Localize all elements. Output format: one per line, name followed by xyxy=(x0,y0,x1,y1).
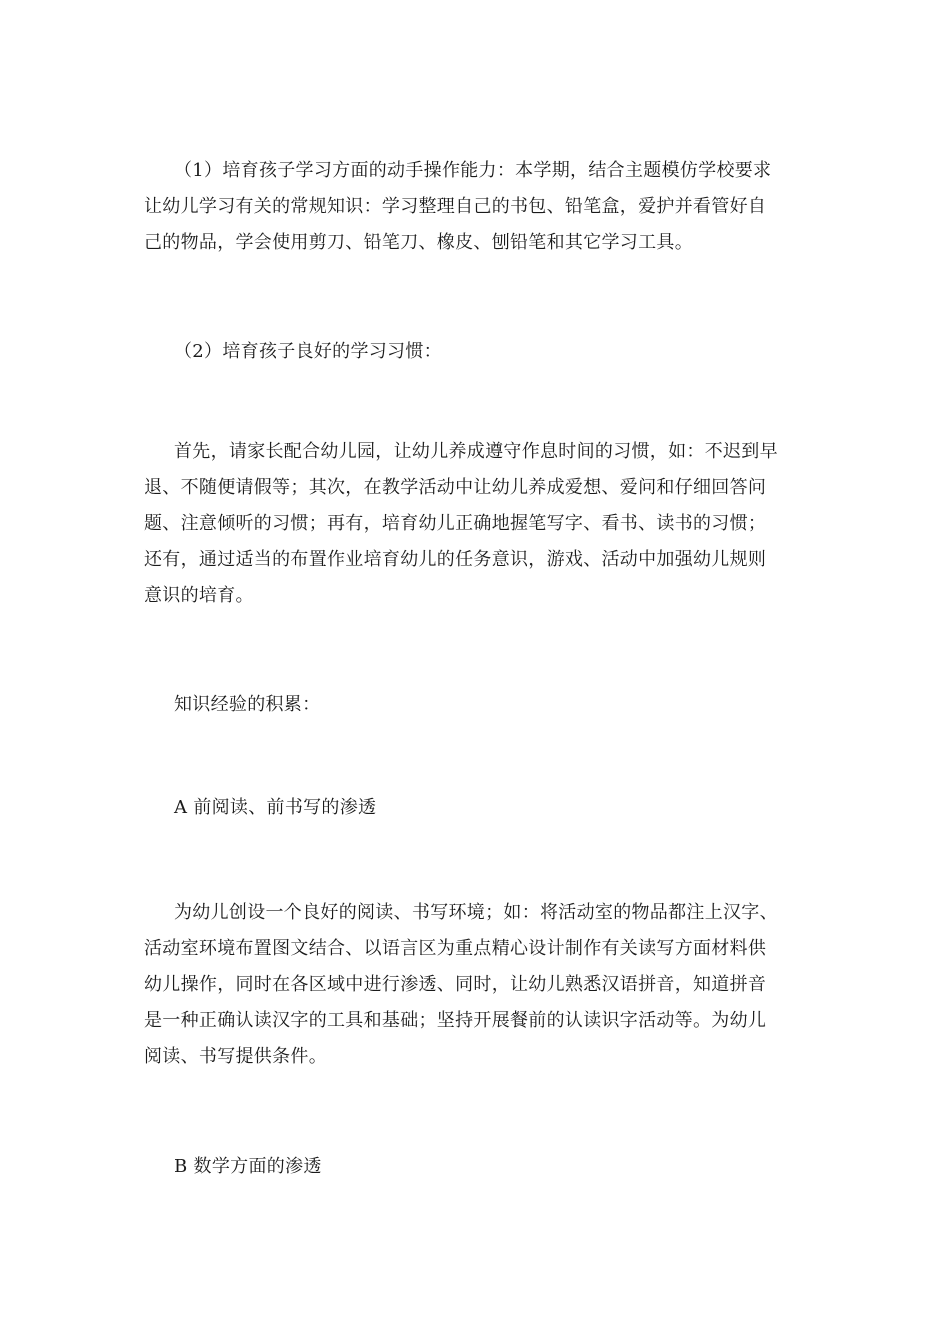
heading-pre-reading-writing: A 前阅读、前书写的渗透 xyxy=(174,797,377,818)
paragraph-reading-environment xyxy=(144,895,810,1075)
heading-knowledge-accumulation: 知识经验的积累： xyxy=(174,694,321,715)
paragraph-line: 活动室环境布置图文结合、以语言区为重点精心设计制作有关读写方面材料供 xyxy=(144,938,767,959)
paragraph-line: 意识的培育。 xyxy=(144,585,254,606)
paragraph-line: 让幼儿学习有关的常规知识：学习整理自己的书包、铅笔盒，爱护并看管好自 xyxy=(144,196,767,217)
paragraph-line: 是一种正确认读汉字的工具和基础；坚持开展餐前的认读识字活动等。为幼儿 xyxy=(144,1010,767,1031)
paragraph-line: 还有，通过适当的布置作业培育幼儿的任务意识，游戏、活动中加强幼儿规则 xyxy=(144,549,767,570)
paragraph-line: 题、注意倾听的习惯；再有，培育幼儿正确地握笔写字、看书、读书的习惯； xyxy=(144,513,767,534)
paragraph-line: 幼儿操作，同时在各区域中进行渗透、同时，让幼儿熟悉汉语拼音，知道拼音 xyxy=(144,974,767,995)
paragraph-line: 阅读、书写提供条件。 xyxy=(144,1046,327,1067)
paragraph-line: 为幼儿创设一个良好的阅读、书写环境；如：将活动室的物品都注上汉字、 xyxy=(174,902,778,923)
paragraph-line: 己的物品，学会使用剪刀、铅笔刀、橡皮、刨铅笔和其它学习工具。 xyxy=(144,232,693,253)
paragraph-hands-on-ability xyxy=(144,153,810,261)
heading-math-infiltration: B 数学方面的渗透 xyxy=(174,1156,322,1177)
paragraph-line: 退、不随便请假等；其次，在教学活动中让幼儿养成爱想、爱问和仔细回答问 xyxy=(144,477,767,498)
paragraph-line: （1）培育孩子学习方面的动手操作能力：本学期，结合主题模仿学校要求 xyxy=(174,160,772,181)
paragraph-line: 首先，请家长配合幼儿园，让幼儿养成遵守作息时间的习惯，如：不迟到早 xyxy=(174,441,778,462)
paragraph-study-habits xyxy=(144,434,810,614)
heading-study-habits: （2）培育孩子良好的学习习惯： xyxy=(174,341,442,362)
